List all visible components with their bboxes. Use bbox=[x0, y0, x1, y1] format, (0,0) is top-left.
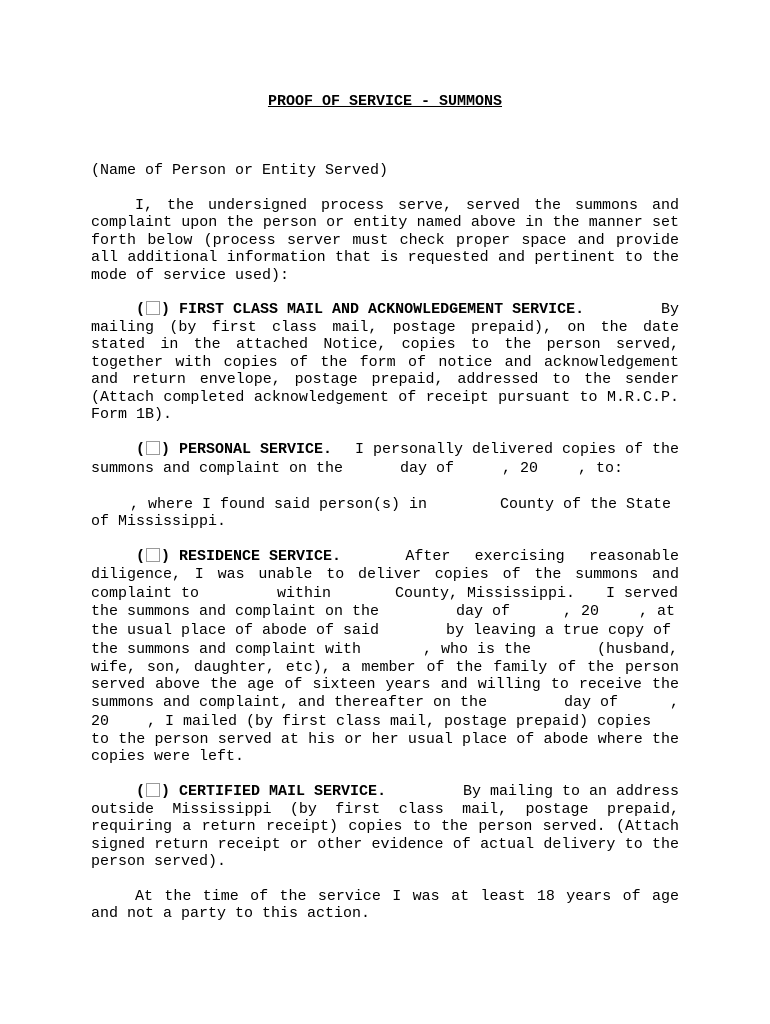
residence-l6b: , who is the bbox=[423, 641, 532, 658]
personal-heading-line: ( ) PERSONAL SERVICE. I personally delivered copies of the bbox=[136, 441, 679, 458]
residence-l4c: , 20 bbox=[563, 603, 600, 620]
closing-line: and not a party to this action. bbox=[91, 905, 371, 923]
residence-l4b: day of bbox=[456, 603, 511, 620]
residence-heading-line: ( ) RESIDENCE SERVICE. After exercising reasonable bbox=[136, 548, 679, 565]
residence-l6c: (husband, bbox=[597, 641, 679, 658]
first-class-heading-line: ( ) FIRST CLASS MAIL AND ACKNOWLEDGEMENT SERVICE. By bbox=[136, 301, 679, 318]
residence-tail-3: reasonable bbox=[588, 548, 679, 565]
personal-line-2b: day of bbox=[400, 460, 455, 477]
residence-l5a: the usual place of abode of said bbox=[91, 622, 380, 639]
personal-heading-tail: I personally delivered copies of the bbox=[354, 441, 679, 458]
certified-line: requiring a return receipt) copies to the person served. (Attach bbox=[91, 818, 679, 836]
intro-line: complaint upon the person or entity named above in the manner set bbox=[91, 214, 679, 232]
page-title: PROOF OF SERVICE - SUMMONS bbox=[267, 93, 503, 110]
residence-l3b: within bbox=[277, 585, 332, 602]
residence-heading: RESIDENCE SERVICE. bbox=[179, 548, 342, 565]
first-class-line: mailing (by first class mail, postage prepaid), on the date bbox=[91, 319, 679, 336]
first-class-checkbox[interactable] bbox=[146, 301, 160, 315]
personal-line-2d: , to: bbox=[578, 460, 624, 477]
first-class-heading-tail: By bbox=[660, 301, 679, 318]
residence-line: served above the age of sixteen years and willing to receive the bbox=[91, 676, 679, 694]
residence-tail-1: After bbox=[405, 548, 451, 565]
residence-l10a: 20 bbox=[91, 713, 110, 730]
residence-l3a: complaint to bbox=[91, 585, 200, 602]
certified-line: outside Mississippi (by first class mail, postage prepaid, bbox=[91, 801, 679, 818]
certified-heading-tail: By mailing to an address bbox=[462, 783, 679, 800]
residence-l4a: the summons and complaint on the bbox=[91, 603, 380, 620]
certified-heading-line: ( ) CERTIFIED MAIL SERVICE. By mailing to an address bbox=[136, 783, 679, 800]
residence-l4d: , at bbox=[639, 603, 676, 620]
personal-line-3b: County of the State bbox=[500, 496, 672, 513]
residence-l6a: the summons and complaint with bbox=[91, 641, 362, 658]
certified-line: signed return receipt or other evidence of actual delivery to the bbox=[91, 835, 679, 853]
certified-checkbox[interactable] bbox=[146, 783, 160, 797]
residence-l9c: , bbox=[670, 694, 680, 711]
residence-lines-3 bbox=[91, 731, 679, 766]
first-class-heading: FIRST CLASS MAIL AND ACKNOWLEDGEMENT SERVICE. bbox=[179, 301, 585, 318]
first-class-line: together with copies of the form of notice and acknowledgement bbox=[91, 353, 679, 371]
residence-l3d: I served bbox=[606, 585, 679, 602]
residence-l10b: , I mailed (by first class mail, postage prepaid) copies bbox=[147, 713, 652, 730]
served-name-label: (Name of Person or Entity Served) bbox=[91, 162, 389, 179]
personal-line-2c: , 20 bbox=[502, 460, 539, 477]
intro-line: mode of service used): bbox=[91, 266, 290, 284]
closing-paragraph bbox=[91, 888, 679, 923]
certified-paragraph bbox=[91, 801, 679, 871]
first-class-paragraph bbox=[91, 319, 679, 423]
personal-line-2a: summons and complaint on the bbox=[91, 460, 344, 477]
personal-checkbox[interactable] bbox=[146, 441, 160, 455]
personal-line-3a: , where I found said person(s) in bbox=[130, 496, 428, 513]
residence-l9a: summons and complaint, and thereafter on the bbox=[91, 694, 488, 711]
personal-heading: PERSONAL SERVICE. bbox=[179, 441, 333, 458]
first-class-line: and return envelope, postage prepaid, addressed to the sender bbox=[91, 371, 679, 389]
residence-tail-2: exercising bbox=[474, 548, 565, 565]
residence-line: wife, son, daughter, etc), a member of the family of the person bbox=[91, 659, 679, 676]
residence-l5b: by leaving a true copy of bbox=[446, 622, 672, 639]
residence-l9b: day of bbox=[564, 694, 619, 711]
residence-checkbox[interactable] bbox=[146, 548, 160, 562]
certified-heading: CERTIFIED MAIL SERVICE. bbox=[179, 783, 387, 800]
residence-line: diligence, I was unable to deliver copies of the summons and bbox=[91, 566, 679, 583]
residence-line: copies were left. bbox=[91, 748, 245, 766]
first-class-line: stated in the attached Notice, copies to the person served, bbox=[91, 336, 679, 354]
residence-lines-2 bbox=[91, 659, 679, 694]
residence-line-2 bbox=[91, 566, 679, 583]
personal-line-4: of Mississippi. bbox=[91, 513, 227, 530]
intro-line: forth below (process server must check proper space and provide bbox=[91, 231, 679, 249]
first-class-line: (Attach completed acknowledgement of receipt pursuant to M.R.C.P. bbox=[91, 388, 679, 406]
closing-line: At the time of the service I was at least 18 years of age bbox=[135, 888, 679, 905]
intro-line: all additional information that is requested and pertinent to the bbox=[91, 249, 679, 267]
residence-line: to the person served at his or her usual place of abode where the bbox=[91, 731, 679, 748]
first-class-line: Form 1B). bbox=[91, 405, 173, 423]
certified-line: person served). bbox=[91, 853, 227, 871]
intro-paragraph bbox=[91, 197, 679, 284]
residence-l3c: County, Mississippi. bbox=[395, 585, 576, 602]
intro-line: I, the undersigned process serve, served the summons and bbox=[135, 197, 679, 214]
